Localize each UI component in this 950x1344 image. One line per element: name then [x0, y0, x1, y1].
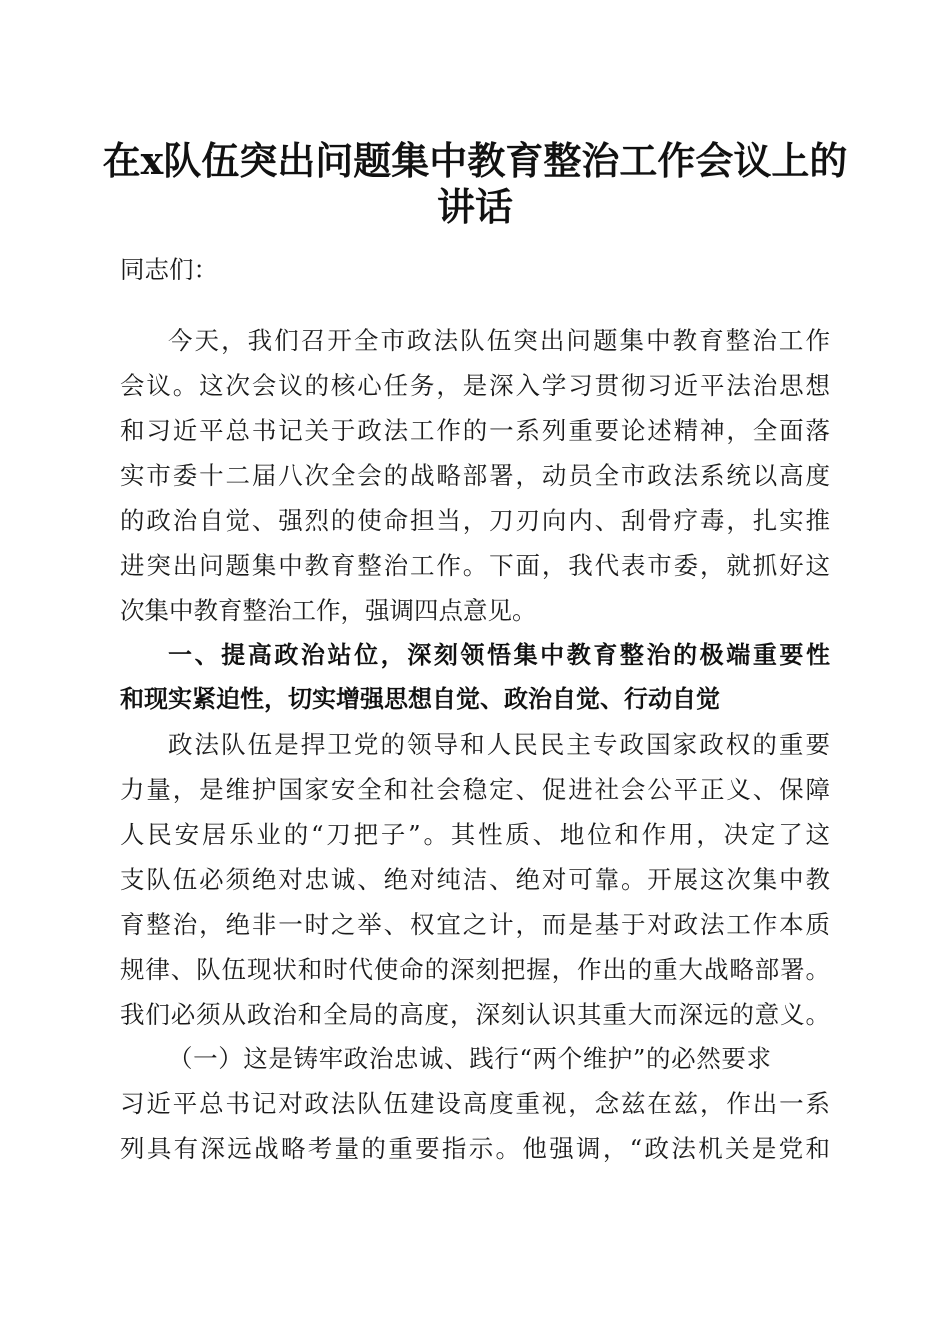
document-title-line-2: 讲话	[436, 184, 513, 229]
intro-line-2: 会议。这次会议的核心任务，是深入学习贯彻习近平法治思想	[120, 371, 830, 400]
section-1-body-line-4: 支队伍必须绝对忠诚、绝对纯洁、绝对可靠。开展这次集中教	[120, 865, 830, 894]
intro-line-6: 进突出问题集中教育整治工作。下面，我代表市委，就抓好这	[120, 551, 830, 580]
intro-line-7: 次集中教育整治工作，强调四点意见。	[120, 596, 537, 625]
document-title-line-1: 在x队伍突出问题集中教育整治工作会议上的	[102, 138, 848, 183]
section-1-body-line-1: 政法队伍是捍卫党的领导和人民民主专政国家政权的重要	[168, 730, 830, 759]
section-1-heading-line-2: 和现实紧迫性，切实增强思想自觉、政治自觉、行动自觉	[120, 685, 720, 713]
section-1-body-line-6: 规律、队伍现状和时代使命的深刻把握，作出的重大战略部署。	[120, 955, 830, 984]
subsection-1-body-line-2: 列具有深远战略考量的重要指示。他强调，“政法机关是党和	[120, 1134, 830, 1163]
intro-line-5: 的政治自觉、强烈的使命担当，刀刃向内、刮骨疗毒，扎实推	[120, 506, 830, 535]
subsection-1-heading: （一）这是铸牢政治忠诚、践行“两个维护”的必然要求	[168, 1044, 772, 1073]
subsection-1-body-line-1: 习近平总书记对政法队伍建设高度重视，念兹在兹，作出一系	[120, 1089, 830, 1118]
section-1-body-line-2: 力量，是维护国家安全和社会稳定、促进社会公平正义、保障	[120, 775, 830, 804]
section-1-body-line-7: 我们必须从政治和全局的高度，深刻认识其重大而深远的意义。	[120, 1000, 830, 1029]
salutation: 同志们：	[120, 255, 218, 284]
section-1-body-line-3: 人民安居乐业的“刀把子”。其性质、地位和作用，决定了这	[120, 820, 830, 849]
intro-line-1: 今天，我们召开全市政法队伍突出问题集中教育整治工作	[168, 326, 830, 355]
section-1-body-line-5: 育整治，绝非一时之举、权宜之计，而是基于对政法工作本质	[120, 910, 830, 939]
intro-line-4: 实市委十二届八次全会的战略部署，动员全市政法系统以高度	[120, 461, 830, 490]
intro-line-3: 和习近平总书记关于政法工作的一系列重要论述精神，全面落	[120, 416, 830, 445]
section-1-heading-line-1: 一、提高政治站位，深刻领悟集中教育整治的极端重要性	[168, 641, 830, 669]
